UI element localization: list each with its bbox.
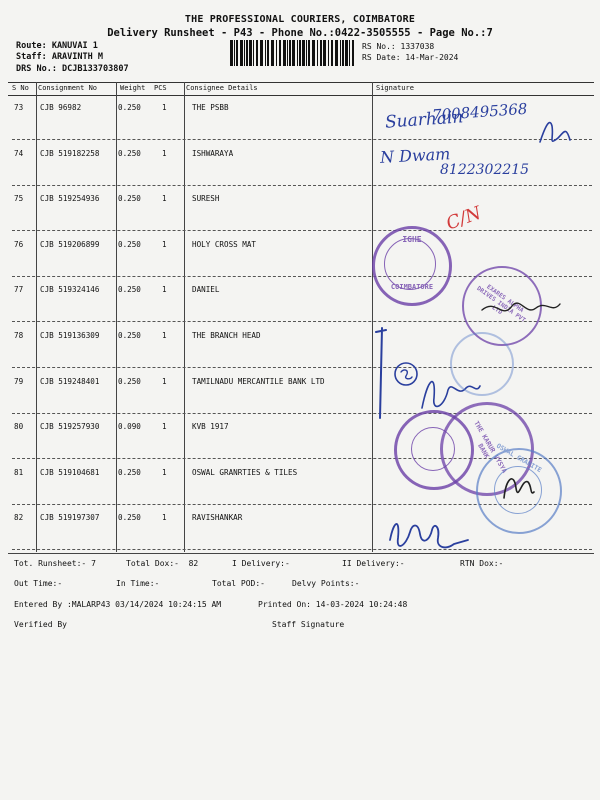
row-sno: 74 — [14, 148, 24, 158]
row-weight: 0.250 — [118, 103, 141, 112]
signature-74-name: N Dwam — [379, 144, 451, 167]
row-sno: 81 — [14, 467, 24, 477]
entered-by: Entered By :MALARP43 03/14/2024 10:24:15 AM — [14, 600, 222, 609]
signature-73-phone: 7008495368 — [431, 99, 528, 125]
row-sno: 75 — [14, 194, 24, 204]
row-weight: 0.250 — [118, 376, 141, 386]
row-consignment: CJB 519136309 — [40, 331, 100, 340]
rs-number: RS No.: 1337038 — [362, 42, 435, 51]
signature-73-name: Suarhain — [384, 107, 464, 133]
row-sno: 77 — [14, 285, 24, 295]
staff-signature: Staff Signature — [272, 620, 345, 629]
row-pcs: 1 — [162, 331, 167, 340]
row-consignee: OSWAL GRANRTIES & TILES — [192, 467, 298, 477]
row-pcs: 1 — [162, 285, 167, 295]
row-consignment: CJB 519324146 — [40, 285, 100, 295]
row-consignment: CJB 519257930 — [40, 422, 100, 432]
row-sno: 82 — [14, 513, 24, 523]
col-pcs: PCS — [154, 84, 167, 92]
row-pcs: 1 — [162, 194, 167, 204]
footer-divider — [8, 553, 594, 554]
row-pcs: 1 — [162, 422, 167, 432]
in-time: In Time:- — [116, 579, 160, 588]
row-consignment: CJB 519248401 — [40, 376, 100, 386]
total-pod: Total POD:- — [212, 579, 265, 588]
row-consignee: SURESH — [192, 194, 220, 204]
col-sno: S No — [12, 84, 29, 92]
col-consignment: Consignment No — [38, 84, 98, 92]
runsheet-barcode — [228, 40, 358, 68]
company-title: THE PROFESSIONAL COURIERS, COIMBATORE — [184, 14, 416, 25]
total-dox: Total Dox:- 82 — [126, 559, 199, 568]
row-sno: 76 — [14, 239, 24, 249]
row-weight: 0.250 — [118, 467, 141, 477]
row-weight: 0.250 — [118, 148, 141, 158]
company-stamp-76 — [372, 226, 452, 306]
delvy-points: Delvy Points:- — [292, 579, 360, 588]
row-sno: 78 — [14, 331, 24, 340]
bank-stamp-78 — [450, 332, 514, 396]
runsheet-subtitle: Delivery Runsheet - P43 - Phone No.:0422-3505555 - Page No.:7 — [107, 27, 493, 39]
row-pcs: 1 — [162, 513, 167, 523]
row-weight: 0.090 — [118, 422, 141, 432]
row-consignee: HOLY CROSS MAT — [192, 239, 257, 249]
route-label: Route: KANUVAI 1 — [16, 41, 98, 51]
i-delivery: I Delivery:- — [232, 559, 290, 568]
row-pcs: 1 — [162, 148, 167, 158]
stamp-77-text: EXARES ALPHA DRIVES INDIA PVT LTD — [475, 283, 527, 324]
row-consignment: CJB 96982 — [40, 103, 82, 112]
row-consignment: CJB 519254936 — [40, 194, 100, 204]
row-weight: 0.250 — [118, 239, 141, 249]
col-weight: Weight — [120, 84, 146, 92]
row-weight: 0.250 — [118, 285, 141, 295]
row-pcs: 1 — [162, 376, 167, 386]
drs-number: DRS No.: DCJB133703807 — [16, 64, 129, 74]
row-sno: 73 — [14, 103, 24, 112]
cn-red-mark: C/N — [443, 202, 485, 235]
row-sno: 80 — [14, 422, 24, 432]
row-consignment: CJB 519182258 — [40, 148, 100, 158]
rs-date: RS Date: 14-Mar-2024 — [362, 53, 459, 62]
staff-label: Staff: ARAVINTH M — [16, 52, 103, 62]
row-consignment: CJB 519206899 — [40, 239, 100, 249]
row-consignee: ISHWARAYA — [192, 148, 234, 158]
col-signature: Signature — [376, 84, 414, 92]
row-pcs: 1 — [162, 239, 167, 249]
printed-on: Printed On: 14-03-2024 10:24:48 — [258, 600, 408, 609]
signature-82-scribble — [384, 510, 474, 566]
stamp-76-bottom-text: COIMBATORE — [390, 283, 434, 291]
row-pcs: 1 — [162, 467, 167, 477]
row-weight: 0.250 — [118, 513, 141, 523]
row-sno: 79 — [14, 376, 24, 386]
row-consignment: CJB 519104681 — [40, 467, 100, 477]
row-consignee: THE BRANCH HEAD — [192, 331, 261, 340]
signature-81-scribble — [498, 468, 538, 508]
row-consignee: RAVISHANKAR — [192, 513, 243, 523]
signature-77-scribble — [476, 290, 566, 330]
table-row — [12, 186, 592, 231]
row-pcs: 1 — [162, 103, 167, 112]
table-header — [8, 82, 594, 96]
stamp-80-text: THE KARUR VYSYA BANK — [472, 419, 509, 475]
row-consignment: CJB 519197307 — [40, 513, 100, 523]
row-weight: 0.250 — [118, 331, 141, 340]
ii-delivery: II Delivery:- — [342, 559, 405, 568]
row-consignee: DANIEL — [192, 285, 220, 295]
row-consignee: KVB 1917 — [192, 422, 229, 432]
stamp-76-top-text: IGHE — [402, 235, 422, 244]
stamp-81-text: OSWAL GRANITE — [494, 441, 544, 475]
row-weight: 0.250 — [118, 194, 141, 204]
verified-by: Verified By — [14, 620, 67, 629]
out-time: Out Time:- — [14, 579, 63, 588]
rtn-dox: RTN Dox:- — [460, 559, 504, 568]
row-consignee: THE PSBB — [192, 103, 229, 112]
row-consignee: TAMILNADU MERCANTILE BANK LTD — [192, 376, 325, 386]
tot-runsheet: Tot. Runsheet:- 7 — [14, 559, 96, 568]
signature-74-phone: 8122302215 — [440, 162, 530, 178]
col-consignee: Consignee Details — [186, 84, 258, 92]
signature-73-scribble — [536, 116, 576, 150]
